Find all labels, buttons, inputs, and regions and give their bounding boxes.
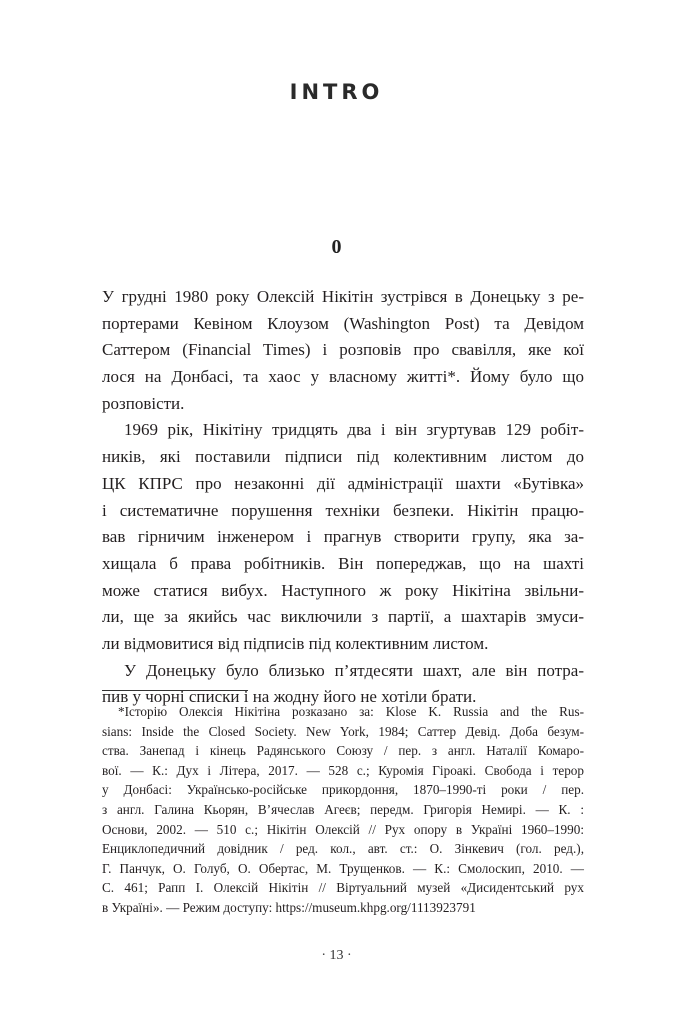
footnote xyxy=(102,702,584,918)
text-line: лося на Донбасі, та хаос у власному житті*. Йому було що xyxy=(102,367,584,387)
text-line: ли, ще за якийсь час виключили з партії, а шахтарів змуси- xyxy=(102,607,584,627)
footnote-line: С. 461; Рапп І. Олексій Нікітін // Віртуальний музей «Дисидентський рух xyxy=(102,880,584,896)
footnote-line: з англ. Галина Кьорян, В’ячеслав Агеєв; передм. Григорія Немирі. — К. : xyxy=(102,801,584,817)
text-line: 1969 рік, Нікітіну тридцять два і він згуртував 129 робіт- xyxy=(124,420,584,440)
text-line: хищала б права робітників. Він попереджав, що на шахті xyxy=(102,553,584,573)
text-line: ЦК КПРС про незаконні дії адміністрації шахти «Бутівка» xyxy=(102,473,584,493)
text-line: Саттером (Financial Times) і розповів про свавілля, яке кої xyxy=(102,340,584,360)
footnote-line: sians: Inside the Closed Society. New York, 1984; Саттер Девід. Доба безум- xyxy=(102,723,584,739)
text-line: пив у чорні списки і на жодну його не хотіли брати. xyxy=(102,687,477,707)
text-line: ли відмовитися від підписів під колективним листом. xyxy=(102,633,489,653)
chapter-heading: INTRO xyxy=(289,80,384,104)
footnote-line: *Історію Олексія Нікітіна розказано за: Klose K. Russia and the Rus- xyxy=(118,704,584,719)
text-line: розповісти. xyxy=(102,393,185,413)
text-line: ників, які поставили підписи під колективним листом до xyxy=(102,447,584,467)
footnote-line: в Україні». — Режим доступу: https://museum.khpg.org/1113923791 xyxy=(102,899,476,915)
footnote-line: Основи, 2002. — 510 с.; Нікітін Олексій // Рух опору в Україні 1960–1990: xyxy=(102,821,584,837)
footnote-line: Г. Панчук, О. Голуб, О. Обертас, М. Трущенков. — К.: Смолоскип, 2010. — xyxy=(102,860,584,876)
footnote-line: вої. — К.: Дух і Літера, 2017. — 528 с.; Куромія Гіроакі. Свобода і терор xyxy=(102,762,584,778)
body-text xyxy=(102,284,584,711)
footnote-line: Енциклопедичний довідник / ред. кол., авт. ст.: О. Зінкевич (гол. ред.), xyxy=(102,841,584,857)
text-line: вав гірничим інженером і прагнув створити групу, яка за- xyxy=(102,527,584,547)
text-line: портерами Кевіном Клоузом (Washington Post) та Девідом xyxy=(102,313,584,333)
text-line: може статися вибух. Наступного ж року Нікітіна звільни- xyxy=(102,580,584,600)
footnote-divider xyxy=(102,690,248,691)
section-number: 0 xyxy=(331,236,342,258)
text-line: У Донецьку було близько п’ятдесяти шахт, але він потра- xyxy=(124,660,584,680)
text-line: У грудні 1980 року Олексій Нікітін зустрівся в Донецьку з ре- xyxy=(102,287,584,306)
text-line: і систематичне порушення техніки безпеки. Нікітін працю- xyxy=(102,500,584,520)
footnote-line: ства. Занепад і кінець Радянського Союзу / пер. з англ. Наталії Комаро- xyxy=(102,743,584,759)
footnote-line: у Донбасі: Українсько-російське прикордоння, 1870–1990-ті роки / пер. xyxy=(102,782,584,798)
page-number: · 13 · xyxy=(321,948,352,963)
